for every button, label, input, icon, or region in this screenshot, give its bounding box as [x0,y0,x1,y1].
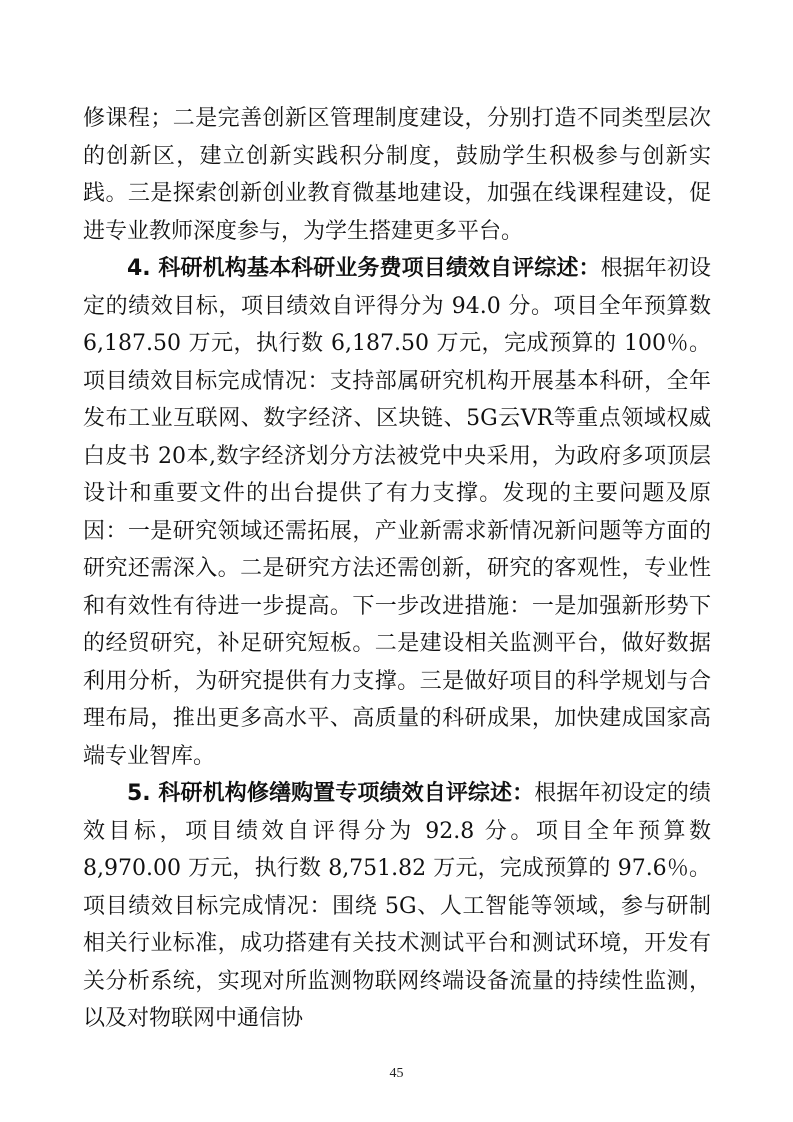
paragraph-text: 根据年初设定的绩效目标，项目绩效自评得分为 92.8 分。项目全年预算数 8,970.00 万元，执行数 8,751.82 万元，完成预算的 97.6％。项目绩效目标完成情况：围绕 5G、人工智能等领域，参与研制相关行业标准，成功搭建有关技术测试平台和测试环境，开发有关分析系统，实现对所监测物联网终端设备流量的持续性监测，以及对物联网中通信协 [83,781,711,1031]
section-heading: 5. 科研机构修缮购置专项绩效自评综述： [127,781,535,806]
body-text [83,100,711,1038]
section-heading: 4. 科研机构基本科研业务费项目绩效自评综述： [127,256,601,281]
paragraph-section-4 [83,250,711,775]
paragraph-section-5 [83,775,711,1038]
paragraph-text: 根据年初设定的绩效目标，项目绩效自评得分为 94.0 分。项目全年预算数 6,187.50 万元，执行数 6,187.50 万元，完成预算的 100％。项目绩效目标完成情况：支持部属研究机构开展基本科研，全年发布工业互联网、数字经济、区块链、5G云VR等重点领域权威白皮书 20本,数字经济划分方法被党中央采用，为政府多项顶层设计和重要文件的出台提供了有力支撑。发现的主要问题及原因：一是研究领域还需拓展，产业新需求新情况新问题等方面的研究还需深入。二是研究方法还需创新，研究的客观性，专业性和有效性有待进一步提高。下一步改进措施：一是加强新形势下的经贸研究，补足研究短板。二是建设相关监测平台，做好数据利用分析，为研究提供有力支撑。三是做好项目的科学规划与合理布局，推出更多高水平、高质量的科研成果，加快建成国家高端专业智库。 [83,256,711,769]
paragraph-text: 修课程；二是完善创新区管理制度建设，分别打造不同类型层次的创新区，建立创新实践积分制度，鼓励学生积极参与创新实践。三是探索创新创业教育微基地建设，加强在线课程建设，促进专业教师深度参与，为学生搭建更多平台。 [83,106,711,244]
page-number: 45 [389,1066,404,1081]
paragraph-continuation [83,100,711,250]
